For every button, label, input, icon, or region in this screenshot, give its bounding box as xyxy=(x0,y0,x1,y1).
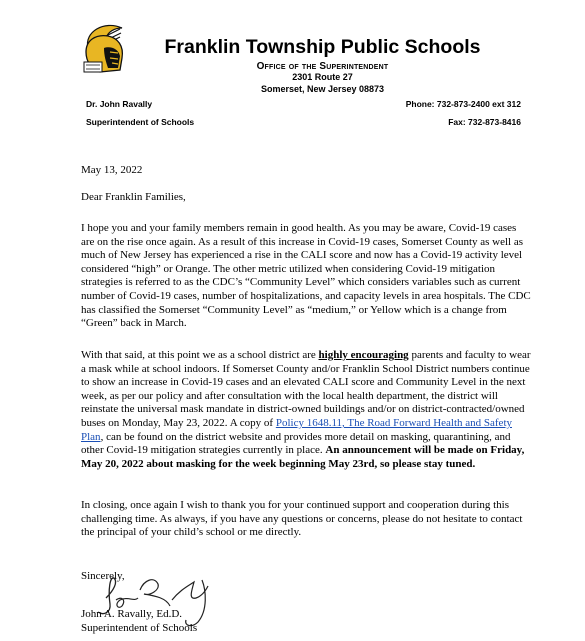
paragraph-2-announcement: An announcement will be made on Friday, May 20, 2022 about masking for the week beginning May 23rd, so please stay tuned. xyxy=(81,444,525,470)
closing: Sincerely, xyxy=(81,570,125,582)
sender-title: Superintendent of Schools xyxy=(86,117,195,127)
paragraph-1 xyxy=(81,222,531,331)
phone-number: Phone: 732-873-2400 ext 312 xyxy=(405,99,521,109)
paragraph-1-text: I hope you and your family members remain in good health. As you may be aware, Covid-19 cases are on the rise once again. As a result of this increase in Covid-19 cases, Somerset County as well as much of New Jersey has experienced a rise in the CALI score and now has a Covid-19 activity level considered “high” or Orange. The other metric utilized when considering Covid-19 mitigation strategies is referred to as the CDC’s “Community Level” which considers variables such as current number of Covid-19 cases, number of hospitalizations, and capacity levels in area hospitals. The CDC has classified the Somerset “Community Level” as “medium,” or Yellow which is a change from “Green” back in March. xyxy=(81,222,531,330)
letter-greeting: Dear Franklin Families, xyxy=(81,191,186,203)
signer-title: Superintendent of Schools xyxy=(81,622,198,634)
sender-name: Dr. John Ravally xyxy=(86,99,153,109)
paragraph-2-emphasis: highly encouraging xyxy=(318,349,409,361)
paragraph-2-intro: With that said, at this point we as a school district are xyxy=(81,349,319,361)
office-title: Office of the Superintendent xyxy=(256,61,389,72)
paragraph-3-text: In closing, once again I wish to thank you for your continued support and cooperation during this challenging time. As always, if you have any questions or concerns, please do not hesitate to contact the principal of your child’s school or me directly. xyxy=(81,499,523,539)
paragraph-2-cont: , can be found on the district website and provides more detail on masking, quarantining, and other Covid-19 mitigation strategies currently in place. xyxy=(81,430,511,457)
address-line-2: Somerset, New Jersey 08873 xyxy=(260,84,385,94)
letter-date: May 13, 2022 xyxy=(81,164,143,176)
policy-link[interactable]: Policy 1648.11, The Road Forward Health and Safety Plan xyxy=(81,416,512,443)
signer-name: John A. Ravally, Ed.D. xyxy=(81,608,183,620)
paragraph-2 xyxy=(81,349,531,471)
address-line-1: 2301 Route 27 xyxy=(292,72,353,82)
fax-number: Fax: 732-873-8416 xyxy=(448,117,521,127)
org-name: Franklin Township Public Schools xyxy=(164,36,481,58)
paragraph-3 xyxy=(81,499,531,540)
paragraph-2-body: parents and faculty to wear a mask while at school indoors. If Somerset County and/or Franklin School District numbers continue to show an increase in Covid-19 cases and an elevated CALI score and Community Level in the next week, as per our policy and after consultation with the local health department, the district will reinstate the universal mask mandate in district-owned buildings and/or on district-contracted/owned buses on Monday, May 23, 2022. A copy of xyxy=(81,349,531,429)
